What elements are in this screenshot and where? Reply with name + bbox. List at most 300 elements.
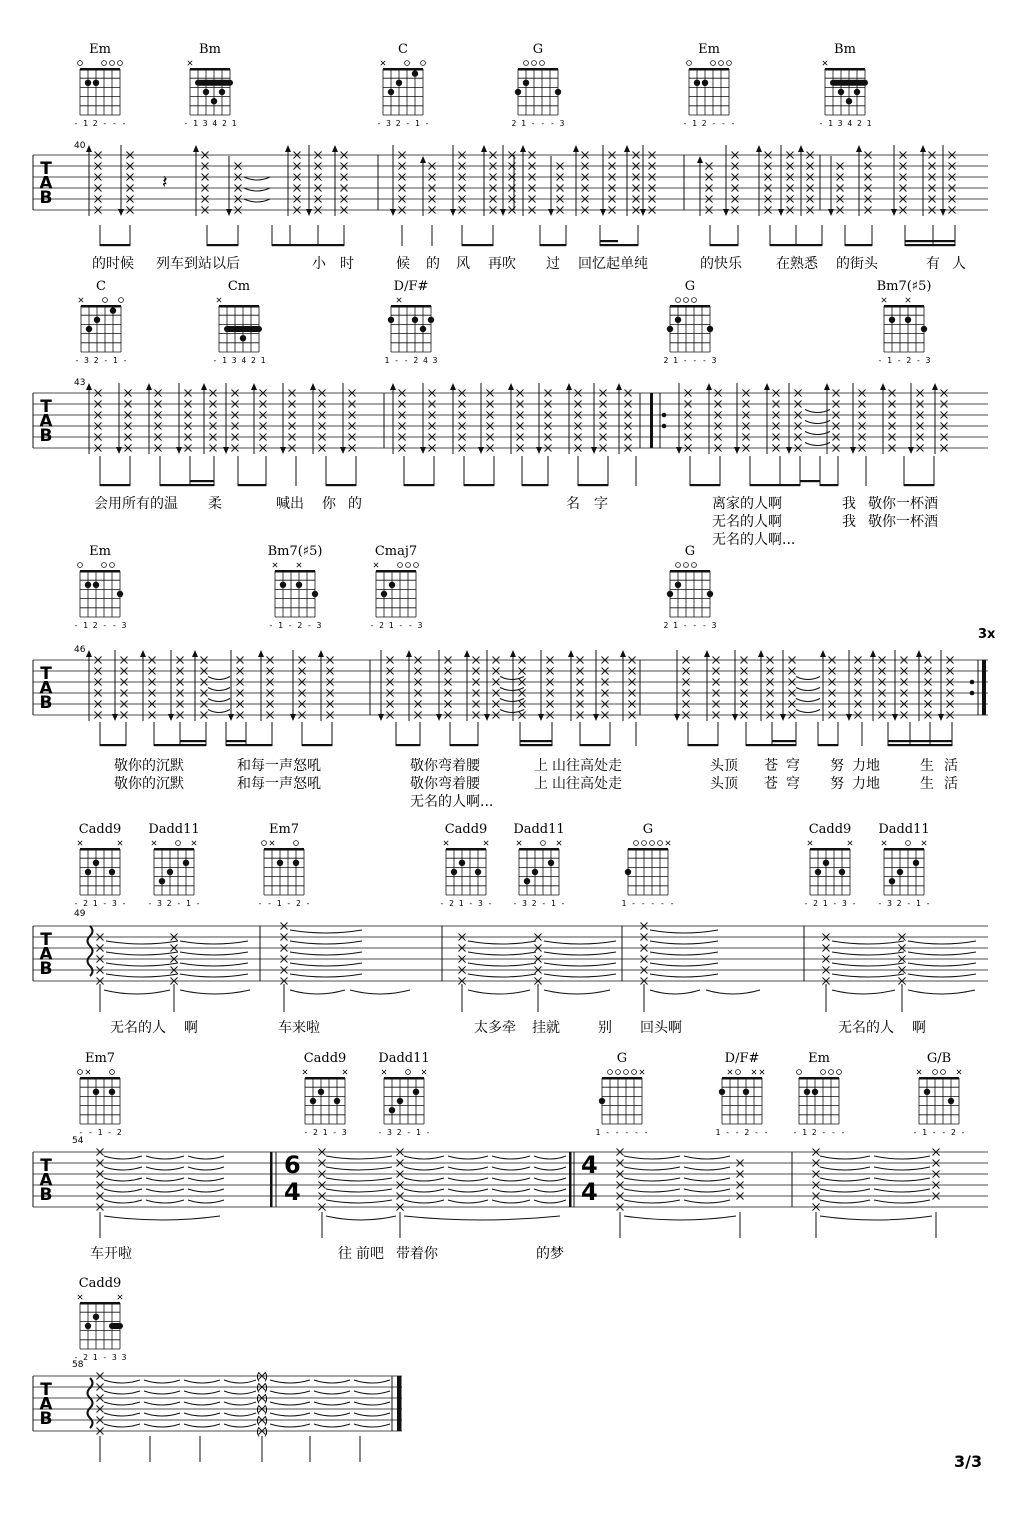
tab-clef-letter: A — [39, 1394, 53, 1415]
fingering-label: 2 1 - - - 3 — [663, 356, 717, 365]
chord-name: Em7 — [268, 822, 300, 837]
tie-arc — [290, 930, 362, 933]
strum-arrow-head — [573, 145, 579, 152]
strum-arrow-head — [732, 714, 738, 721]
lyric: 上 — [534, 758, 548, 774]
rhythm-beam — [462, 244, 493, 246]
fingering-label: - 2 1 - 3 — [303, 1128, 347, 1137]
repeat-dot — [662, 424, 667, 429]
lyric: 苍 — [764, 758, 778, 774]
chord-diagram — [378, 1051, 431, 1137]
tie-arc — [184, 1402, 220, 1405]
chord-name: G — [532, 42, 544, 57]
lyric: 喊出 — [276, 496, 304, 512]
strum-arrow-head — [758, 650, 764, 657]
lyric: 车开啦 — [90, 1246, 132, 1262]
strum-arrow-head — [566, 383, 572, 390]
tie-arc — [820, 1178, 870, 1181]
open-string-mark — [642, 841, 647, 846]
strum-arrow-head — [478, 447, 484, 454]
strum-arrow-head — [640, 209, 646, 216]
open-string-mark — [406, 563, 411, 568]
fingering-label: - 1 3 4 2 1 — [818, 119, 872, 128]
tie-arc — [908, 990, 975, 994]
tie-arc — [820, 1167, 870, 1170]
tie-arc — [544, 974, 616, 977]
chord-name: Em7 — [84, 1051, 116, 1066]
chord-diagram — [793, 1051, 846, 1137]
finger-dot — [897, 869, 903, 875]
tie-arc — [144, 1391, 180, 1394]
strum-arrow-head — [192, 650, 198, 657]
rhythm-beam — [888, 740, 952, 742]
finger-dot — [667, 326, 673, 332]
finger-dot — [93, 582, 99, 588]
lyric: 有 — [926, 256, 940, 272]
lyric: 回忆起单纯 — [578, 256, 648, 272]
strum-arrow-head — [201, 383, 207, 390]
finger-dot — [93, 1089, 99, 1095]
strum-column — [116, 383, 132, 454]
open-string-mark — [262, 841, 267, 846]
open-string-mark — [650, 841, 655, 846]
finger-dot — [707, 591, 713, 597]
fingering-label: 1 - - 2 4 3 — [384, 356, 438, 365]
open-string-mark — [414, 563, 419, 568]
strum-column — [732, 650, 748, 721]
lyric: 活 — [944, 758, 958, 774]
strum-arrow-head — [464, 650, 470, 657]
open-string-mark — [532, 61, 537, 66]
tie-arc — [468, 990, 530, 994]
chord-diagram — [148, 822, 201, 908]
finger-dot — [388, 317, 394, 323]
tie-arc — [650, 941, 718, 944]
strum-arrow-head — [340, 447, 346, 454]
lyric: 太多牵 — [474, 1020, 516, 1036]
lyric: 字 — [594, 496, 608, 512]
finger-dot — [232, 326, 238, 332]
paren-note: ( ) — [255, 1403, 269, 1416]
tie-arc — [290, 990, 345, 994]
paren-note: ( ) — [255, 1381, 269, 1394]
double-barline — [270, 1152, 273, 1207]
barre — [224, 326, 262, 332]
chord-name: Bm7(♯5) — [876, 279, 932, 294]
finger-dot — [804, 1089, 810, 1095]
finger-dot — [293, 860, 299, 866]
lyric: 的街头 — [836, 256, 878, 272]
paren-note: ( ) — [255, 1392, 269, 1405]
strum-column — [378, 650, 394, 721]
strum-column — [500, 145, 516, 216]
finger-dot — [846, 98, 852, 104]
arpeggio-wave — [88, 1378, 93, 1428]
double-barline — [569, 1152, 572, 1207]
tie-arc — [106, 941, 178, 944]
finger-dot — [94, 317, 100, 323]
rhythm-beam — [160, 484, 214, 486]
open-string-mark — [110, 563, 115, 568]
strum-column — [704, 650, 720, 721]
rhythm-beam — [207, 244, 238, 246]
strum-arrow-head — [908, 447, 914, 454]
tie-arc — [650, 963, 718, 966]
tie-arc — [188, 1167, 224, 1170]
fingering-label: - 2 1 - 3 - — [73, 899, 127, 908]
open-string-mark — [676, 563, 681, 568]
lyric: 努 — [830, 758, 844, 774]
system-measure-40 — [33, 42, 988, 246]
tie-arc — [184, 1413, 220, 1416]
chord-diagram — [664, 544, 717, 630]
strum-column — [112, 650, 128, 721]
lyric: 啊 — [912, 1020, 926, 1036]
strum-column — [938, 650, 954, 721]
chord-diagram — [878, 822, 931, 908]
strum-arrow-head — [390, 383, 396, 390]
chord-diagram — [74, 1276, 127, 1362]
tie-arc — [796, 710, 820, 713]
tie-arc — [624, 1156, 680, 1159]
tie-arc — [144, 1424, 180, 1427]
finger-dot — [396, 80, 402, 86]
tie-arc — [805, 443, 830, 446]
tie-arc — [270, 1402, 310, 1405]
chord-name: G — [684, 279, 696, 294]
fingering-label: - 1 - 2 - 3 — [268, 621, 322, 630]
tie-arc — [684, 1167, 730, 1170]
chord-name: Cadd9 — [444, 822, 488, 837]
lyric: 小 — [312, 256, 326, 272]
repeat-dot — [662, 413, 667, 418]
open-string-mark — [294, 841, 299, 846]
lyric: 回头啊 — [640, 1020, 682, 1036]
finger-dot — [219, 89, 225, 95]
strum-arrow-head — [500, 209, 506, 216]
strum-column — [846, 650, 862, 721]
arpeggio-chord — [281, 923, 363, 985]
rhythm-beam — [226, 740, 246, 742]
tie-arc — [104, 1413, 140, 1416]
lyric: 山往高处走 — [552, 758, 622, 774]
fingering-label: 1 - - - - - — [595, 1128, 649, 1137]
finger-dot — [85, 582, 91, 588]
tie-arc — [650, 990, 700, 994]
strum-arrow-head — [624, 145, 630, 152]
fingering-label: - 3 2 - 1 - — [376, 119, 430, 128]
chord-name: Cadd9 — [78, 822, 122, 837]
tie-arc — [144, 1402, 180, 1405]
rhythm-beam — [238, 484, 266, 486]
strum-arrow-head — [258, 650, 264, 657]
strum-column — [310, 383, 326, 454]
finger-dot — [312, 591, 318, 597]
finger-dot — [815, 869, 821, 875]
rhythm-beam — [770, 244, 822, 246]
lyric: 无名的人啊 — [712, 514, 782, 530]
open-string-mark — [119, 298, 124, 303]
strum-arrow-head — [538, 714, 544, 721]
strum-arrow-head — [520, 145, 526, 152]
tie-arc — [908, 952, 976, 955]
strum-arrow-head — [226, 209, 232, 216]
lyric: 敬你的沉默 — [114, 776, 184, 792]
open-string-mark — [541, 841, 546, 846]
tie-arc — [314, 1391, 350, 1394]
strum-column — [450, 383, 466, 454]
finger-dot — [388, 89, 394, 95]
strum-column — [640, 145, 656, 216]
tie-arc — [180, 941, 248, 944]
tie-arc — [684, 1178, 730, 1181]
tie-arc — [106, 952, 178, 955]
tab-clef-letter: A — [39, 1170, 53, 1191]
fingering-label: - - 1 - 2 — [78, 1128, 122, 1137]
tie-arc — [104, 990, 170, 994]
tie-arc — [326, 1216, 396, 1220]
strum-arrow-head — [916, 650, 922, 657]
tab-clef-letter: B — [39, 692, 53, 713]
strum-arrow-head — [600, 209, 606, 216]
arpeggio-wave — [88, 926, 93, 976]
finger-dot — [524, 878, 530, 884]
finger-dot — [240, 335, 246, 341]
strum-column — [870, 650, 886, 721]
chord-name: Cadd9 — [808, 822, 852, 837]
strum-column — [548, 156, 564, 216]
strum-arrow-head — [193, 145, 199, 152]
open-string-mark — [941, 1070, 946, 1075]
chord-diagram — [75, 279, 128, 365]
tab-clef-letter: A — [39, 944, 53, 965]
rhythm-beam — [154, 744, 206, 746]
tie-arc — [354, 1413, 390, 1416]
tab-clef-letter: A — [39, 411, 53, 432]
strum-column — [146, 383, 162, 454]
strum-arrow-head — [723, 209, 729, 216]
strum-column — [573, 145, 589, 216]
open-string-mark — [102, 61, 107, 66]
tie-arc — [224, 1391, 256, 1394]
strum-column — [86, 650, 102, 721]
fingering-label: - 1 2 - - - — [792, 1128, 846, 1137]
lyric: 风 — [456, 256, 470, 272]
chord-diagram — [877, 279, 932, 365]
lyric: 人 — [952, 256, 966, 272]
lyric: 力地 — [852, 776, 880, 792]
finger-dot — [412, 317, 418, 323]
lyric: 我 — [842, 496, 856, 512]
lyric: 柔 — [208, 496, 222, 512]
tie-arc — [104, 1189, 142, 1192]
chord-diagram — [596, 1051, 649, 1137]
tab-clef — [39, 397, 53, 446]
tie-arc — [146, 1178, 184, 1181]
strum-arrow-head — [508, 383, 514, 390]
tie-arc — [146, 1156, 184, 1159]
chord-diagram — [78, 1051, 122, 1137]
finger-dot — [85, 869, 91, 875]
strum-column — [228, 650, 244, 721]
tie-arc — [706, 990, 760, 994]
open-string-mark — [608, 1070, 613, 1075]
tie-arc — [404, 1216, 560, 1220]
open-string-mark — [906, 841, 911, 846]
tie-arc — [796, 699, 820, 702]
finger-dot — [743, 1089, 749, 1095]
strum-column — [706, 383, 722, 454]
finger-dot — [515, 89, 521, 95]
lyric: 再吹 — [488, 256, 516, 272]
tie-arc — [820, 1216, 932, 1220]
strum-arrow-head — [484, 714, 490, 721]
strum-arrow-head — [870, 650, 876, 657]
chord-diagram — [258, 822, 311, 908]
chord-name: Dadd11 — [148, 822, 200, 837]
tie-arc — [224, 1413, 256, 1416]
strum-arrow-head — [674, 714, 680, 721]
repeat-dot — [970, 680, 975, 685]
chord-name: Bm7(♯5) — [267, 544, 323, 559]
fingering-label: - 2 1 - - 3 — [369, 621, 423, 630]
open-string-mark — [176, 841, 181, 846]
strum-arrow-head — [118, 209, 124, 216]
rhythm-beam — [464, 484, 494, 486]
open-string-mark — [78, 1070, 83, 1075]
chord-diagram — [303, 1051, 347, 1137]
open-string-mark — [687, 61, 692, 66]
tab-clef-letter: B — [39, 1408, 53, 1429]
rhythm-beam — [800, 480, 820, 482]
tie-arc — [468, 941, 536, 944]
fingering-label: 1 - - 2 - - — [715, 1128, 769, 1137]
finger-dot — [117, 591, 123, 597]
chord-notes — [397, 1149, 404, 1211]
open-string-mark — [797, 1070, 802, 1075]
open-string-mark — [736, 1070, 741, 1075]
tie-arc — [832, 952, 904, 955]
tie-arc — [624, 1167, 680, 1170]
tie-arc — [270, 1424, 310, 1427]
strum-column — [723, 145, 739, 216]
tie-arc — [104, 1402, 140, 1405]
strum-column — [420, 383, 436, 454]
strum-arrow-head — [290, 714, 296, 721]
strum-arrow-head — [856, 145, 862, 152]
chord-name: Cadd9 — [78, 1276, 122, 1291]
chord-name: G — [616, 1051, 628, 1066]
tie-arc — [492, 1178, 530, 1181]
time-signature-top: 4 — [581, 1151, 598, 1179]
strum-column — [824, 383, 840, 454]
finger-dot — [924, 1089, 930, 1095]
open-string-mark — [540, 61, 545, 66]
tie-arc — [350, 990, 410, 994]
fingering-label: - 3 2 - 1 - — [147, 899, 201, 908]
open-string-mark — [658, 841, 663, 846]
chord-name: C — [398, 42, 408, 57]
strum-column — [332, 145, 348, 216]
tab-clef-letter: A — [39, 678, 53, 699]
strum-column — [226, 156, 242, 216]
strum-arrow-head — [116, 447, 122, 454]
finger-dot — [475, 869, 481, 875]
rhythm-beam — [450, 744, 478, 746]
finger-dot — [389, 1107, 395, 1113]
fingering-label: - 1 - - 2 - — [912, 1128, 966, 1137]
time-signature-bottom: 4 — [581, 1178, 598, 1206]
tab-clef-letter: T — [40, 664, 52, 685]
rhythm-beam — [540, 244, 566, 246]
fingering-label: - 1 2 - - 3 — [73, 621, 127, 630]
rhythm-beam — [302, 744, 332, 746]
chord-name: G/B — [926, 1051, 952, 1066]
chord-name: Em — [89, 42, 111, 57]
rhythm-beam — [520, 744, 552, 746]
tie-arc — [146, 1189, 184, 1192]
tab-clef-letter: B — [39, 1184, 53, 1205]
chord-diagram — [440, 822, 493, 908]
tab-clef-letter: B — [39, 958, 53, 979]
strum-arrow-head — [756, 145, 762, 152]
strum-column — [390, 145, 406, 216]
chord-notes — [737, 1160, 744, 1200]
tie-arc — [290, 952, 362, 955]
finger-dot — [675, 582, 681, 588]
strum-column — [223, 383, 239, 454]
chord-diagram — [664, 279, 717, 365]
rhythm-beam — [226, 744, 272, 746]
lyric: 敬你一杯酒 — [868, 496, 938, 512]
chord-diagram — [74, 42, 127, 128]
chord-diagram — [512, 42, 565, 128]
lyric: 无名的人啊... — [712, 532, 796, 548]
tie-arc — [188, 1189, 224, 1192]
chord-diagram — [913, 1051, 966, 1137]
tie-arc — [184, 1380, 220, 1383]
finger-dot — [93, 1314, 99, 1320]
lyric: 车来啦 — [278, 1020, 320, 1036]
rhythm-beam — [100, 744, 126, 746]
tie-arc — [624, 1216, 736, 1220]
tie-arc — [534, 1156, 566, 1159]
rhythm-beam — [326, 484, 356, 486]
rhythm-beam — [272, 244, 344, 246]
strum-arrow-head — [920, 145, 926, 152]
tie-arc — [534, 1167, 566, 1170]
lyric: 的 — [426, 256, 440, 272]
open-string-mark — [616, 1070, 621, 1075]
strum-arrow-head — [704, 650, 710, 657]
open-string-mark — [634, 841, 639, 846]
tie-arc — [500, 699, 524, 702]
lyric: 力地 — [852, 758, 880, 774]
strum-column — [290, 650, 306, 721]
tie-arc — [144, 1413, 180, 1416]
strum-arrow-head — [176, 447, 182, 454]
chord-name: Cm — [227, 279, 251, 294]
finger-dot — [167, 869, 173, 875]
strum-column — [118, 145, 134, 216]
tie-arc — [832, 990, 895, 994]
tie-arc — [796, 677, 820, 680]
open-string-mark — [684, 298, 689, 303]
rhythm-beam — [904, 484, 934, 486]
open-string-mark — [78, 61, 83, 66]
rhythm-beam — [580, 744, 610, 746]
rhythm-beam — [750, 484, 800, 486]
